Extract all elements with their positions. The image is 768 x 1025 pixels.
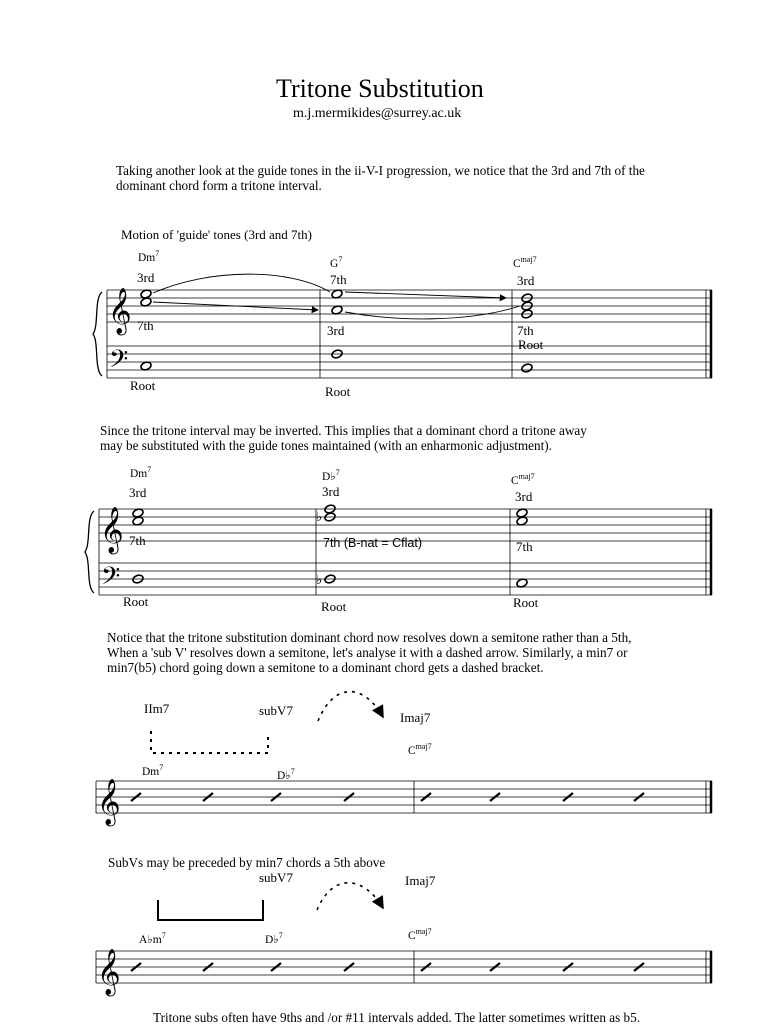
- ex2-notes: [132, 504, 528, 588]
- ex4-staff: [96, 951, 712, 983]
- roman-imaj7: Imaj7: [405, 873, 436, 888]
- ex2-chord-1: Dm$^7$: [130, 465, 152, 480]
- ex1-label: 3rd: [517, 273, 535, 288]
- author-email: m.j.mermikides@surrey.ac.uk: [293, 106, 462, 121]
- ex2-label: 3rd: [515, 489, 533, 504]
- ex1-chord-1: Dm$^7$: [138, 249, 160, 264]
- ex2-label: 3rd: [322, 484, 340, 499]
- treble-clef-icon: 𝄞: [100, 507, 124, 553]
- ex1-chord-3: $C^{maj7}$: [513, 255, 537, 270]
- flat-icon: ♭: [316, 573, 323, 588]
- para3-line-1: Notice that the tritone substitution dominant chord now resolves down a semitone rather than a 5th,: [107, 630, 632, 645]
- ex3-chord-2: D♭$^7$: [277, 767, 295, 782]
- ex1-label: 7th: [330, 272, 347, 287]
- treble-clef-icon: 𝄞: [97, 779, 121, 825]
- ex1-label: Root: [518, 337, 544, 352]
- ex2-label: 7th (B-nat = Cflat): [323, 536, 422, 550]
- roman-iim7: IIm7: [144, 701, 170, 716]
- ex4-solid-bracket: [158, 900, 263, 920]
- ex2-label: 7th: [516, 539, 533, 554]
- ex1-label: Root: [325, 384, 351, 399]
- ex1-chord-2: $G^7$: [330, 255, 343, 270]
- ex1-label: Root: [130, 378, 156, 393]
- page-title: Tritone Substitution: [276, 74, 484, 103]
- bass-clef-icon: 𝄢: [109, 345, 129, 380]
- roman-subv7: subV7: [259, 703, 293, 718]
- para3-line-3: min7(b5) chord going down a semitone to a dominant chord gets a dashed bracket.: [107, 660, 544, 675]
- ex1-notes: [140, 289, 533, 373]
- ex1-label: 7th: [137, 318, 154, 333]
- roman-subv7: subV7: [259, 870, 293, 885]
- ex1-label: 3rd: [327, 323, 345, 338]
- bass-clef-icon: 𝄢: [101, 562, 121, 597]
- intro-line-2: dominant chord form a tritone interval.: [116, 178, 322, 193]
- footer-note: Tritone subs often have 9ths and /or #11 intervals added. The latter sometimes written as b5.: [153, 1010, 640, 1025]
- ex3-dashed-arrow: [318, 692, 383, 721]
- ex1-label: 7th: [517, 323, 534, 338]
- example-1-caption: Motion of 'guide' tones (3rd and 7th): [121, 227, 312, 242]
- ex1-guide-tone-arrows: [153, 274, 520, 319]
- ex2-label: 7th: [129, 533, 146, 548]
- ex3-chord-1: Dm$^7$: [142, 763, 164, 778]
- treble-clef-icon: 𝄞: [97, 949, 121, 995]
- ex2-label: Root: [513, 595, 539, 610]
- ex4-chord-1: $A♭m^7$: [139, 931, 166, 946]
- treble-clef-icon: 𝄞: [108, 288, 132, 334]
- ex2-treble-staff: [99, 509, 712, 541]
- ex2-chord-3: $C^{maj7}$: [511, 472, 535, 487]
- ex2-label: Root: [123, 594, 149, 609]
- ex2-label: Root: [321, 599, 347, 614]
- ex3-chord-3: $C^{maj7}$: [408, 742, 432, 757]
- ex3-dashed-bracket: [151, 731, 268, 753]
- para2-line-1: Since the tritone interval may be inverted. This implies that a dominant chord a tritone away: [100, 423, 587, 438]
- roman-imaj7: Imaj7: [400, 710, 431, 725]
- ex2-chord-2: D♭$^7$: [322, 468, 340, 483]
- ex1-bass-staff: [107, 346, 712, 378]
- ex1-label: 3rd: [137, 270, 155, 285]
- intro-line-1: Taking another look at the guide tones in the ii-V-I progression, we notice that the 3rd and 7th of the: [116, 163, 645, 178]
- flat-icon: ♭: [316, 510, 323, 525]
- ex3-staff: [96, 781, 712, 813]
- ex2-label: 3rd: [129, 485, 147, 500]
- ex2-bass-staff: [99, 563, 712, 595]
- ex4-chord-2: D♭$^7$: [265, 931, 283, 946]
- para3-line-2: When a 'sub V' resolves down a semitone, let's analyse it with a dashed arrow. Similarly, a min7 or: [107, 645, 628, 660]
- ex4-chord-3: $C^{maj7}$: [408, 927, 432, 942]
- ex4-dashed-arrow: [317, 883, 383, 910]
- para2-line-2: may be substituted with the guide tones maintained (with an enharmonic adjustment).: [100, 438, 552, 453]
- para4: SubVs may be preceded by min7 chords a 5th above: [108, 855, 386, 870]
